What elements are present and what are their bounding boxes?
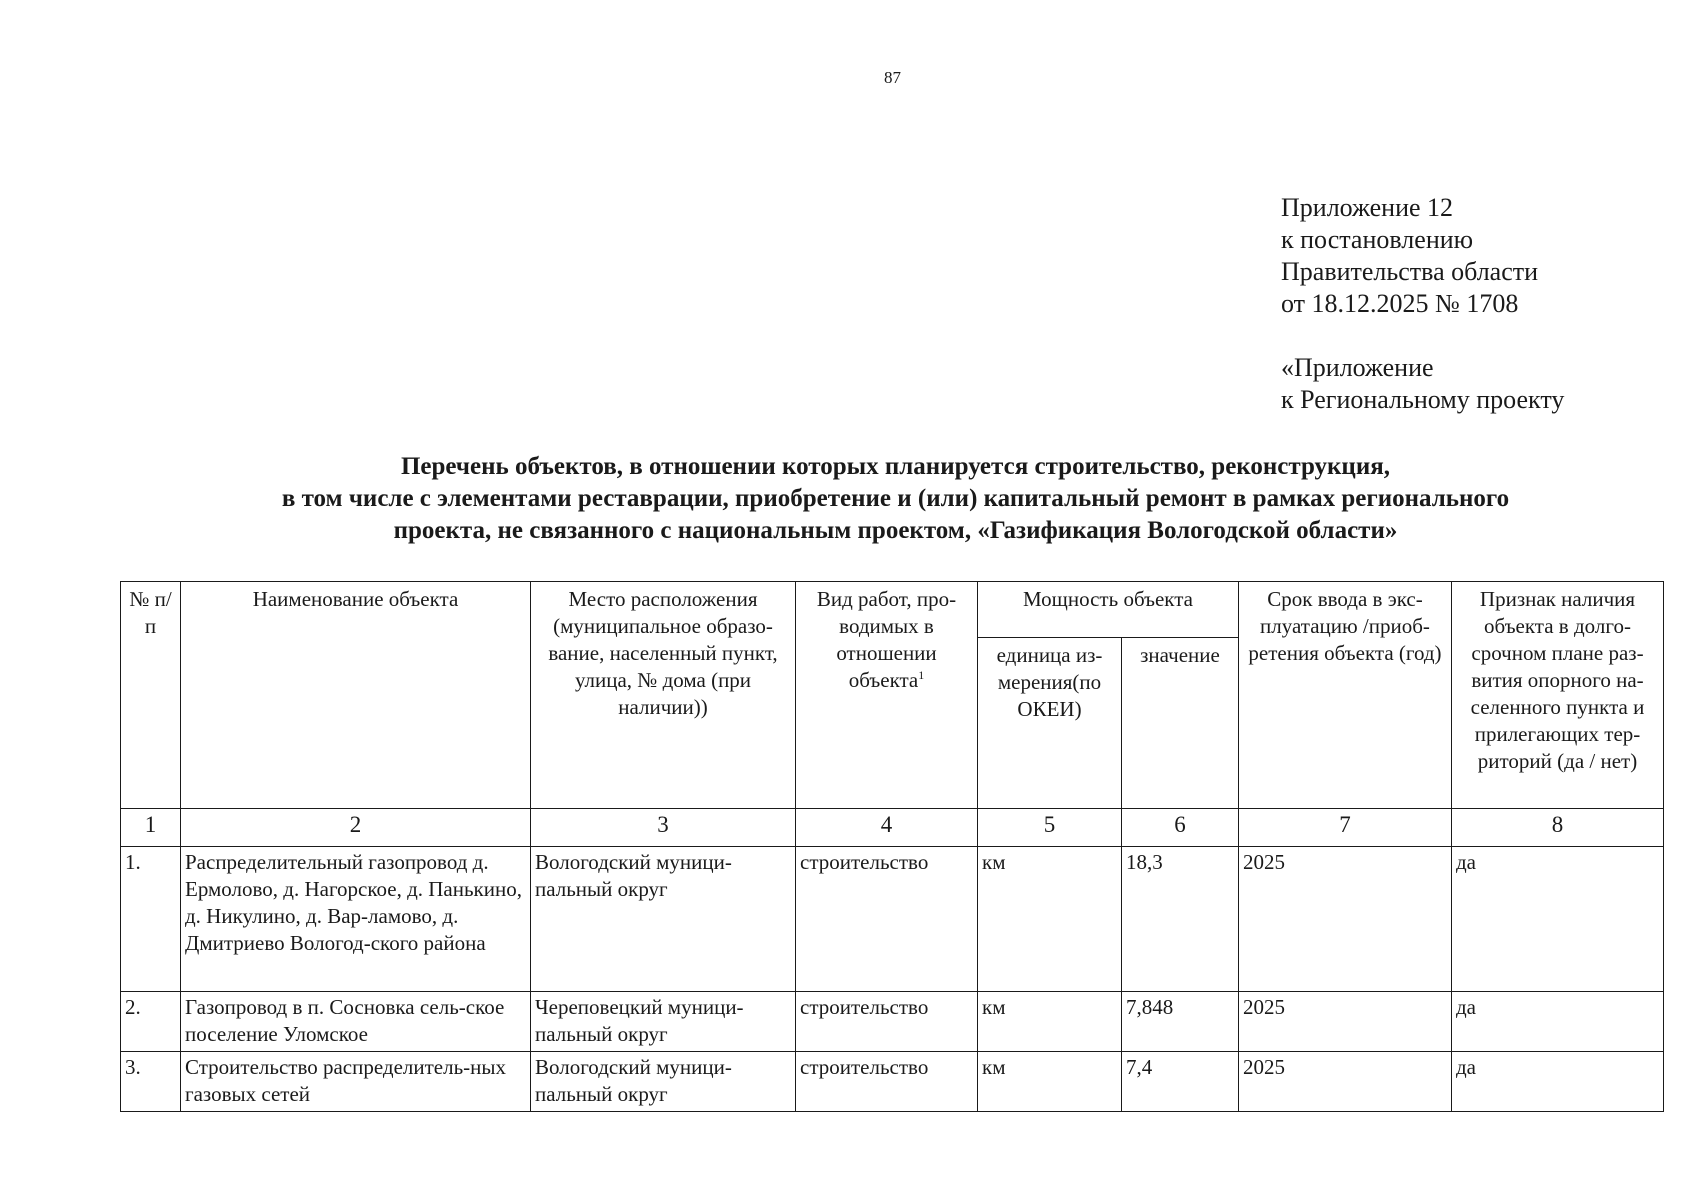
cell-unit: км	[978, 992, 1122, 1052]
appendix-line: к постановлению	[1281, 225, 1474, 254]
cell-unit: км	[978, 847, 1122, 992]
header-name: Наименование объекта	[181, 582, 531, 809]
cell-unit: км	[978, 1052, 1122, 1112]
header-deadline: Срок ввода в экс-плуатацию /приоб-ретения объекта (год)	[1239, 582, 1452, 809]
column-number: 1	[121, 809, 181, 847]
column-number: 2	[181, 809, 531, 847]
column-number: 8	[1452, 809, 1664, 847]
appendix-gap	[1281, 320, 1564, 352]
document-title	[120, 451, 1671, 547]
column-number: 5	[978, 809, 1122, 847]
cell-value: 18,3	[1122, 847, 1239, 992]
table-row	[121, 847, 1664, 992]
header-unit: единица из-мерения(по ОКЕИ)	[978, 638, 1122, 809]
footnote-marker: 1	[918, 668, 925, 682]
header-value: значение	[1122, 638, 1239, 809]
column-number-row	[121, 809, 1664, 847]
appendix-block	[1281, 192, 1564, 416]
cell-location: Череповецкий муници-пальный округ	[531, 992, 796, 1052]
header-flag: Признак наличия объекта в долго-срочном плане раз-вития опорного на-селенного пункта и прилегающих тер-риторий (да / нет)	[1452, 582, 1664, 809]
title-line: Перечень объектов, в отношении которых планируется строительство, реконструкция,	[400, 453, 1391, 480]
header-work-type-text: Вид работ, про-водимых в отношении объекта	[816, 587, 957, 692]
cell-year: 2025	[1239, 847, 1452, 992]
cell-num: 2.	[121, 992, 181, 1052]
cell-year: 2025	[1239, 992, 1452, 1052]
objects-table	[120, 581, 1664, 1112]
header-num: № п/п	[121, 582, 181, 809]
cell-flag: да	[1452, 992, 1664, 1052]
table-row	[121, 992, 1664, 1052]
cell-location: Вологодский муници-пальный округ	[531, 1052, 796, 1112]
cell-num: 3.	[121, 1052, 181, 1112]
appendix-line: Приложение 12	[1281, 193, 1454, 222]
header-capacity: Мощность объекта	[978, 582, 1239, 638]
column-number: 7	[1239, 809, 1452, 847]
cell-year: 2025	[1239, 1052, 1452, 1112]
header-work-type	[796, 582, 978, 809]
header-location: Место расположения (муниципальное образо-вание, населенный пункт, улица, № дома (при наличии))	[531, 582, 796, 809]
cell-name: Строительство распределитель-ных газовых сетей	[181, 1052, 531, 1112]
appendix-line: от 18.12.2025 № 1708	[1281, 289, 1519, 318]
cell-flag: да	[1452, 847, 1664, 992]
title-line: в том числе с элементами реставрации, приобретение и (или) капитальный ремонт в рамках регионального	[281, 485, 1510, 512]
column-number: 3	[531, 809, 796, 847]
cell-work-type: строительство	[796, 992, 978, 1052]
cell-num: 1.	[121, 847, 181, 992]
appendix-line: Правительства области	[1281, 257, 1539, 286]
cell-value: 7,4	[1122, 1052, 1239, 1112]
column-number: 4	[796, 809, 978, 847]
column-number: 6	[1122, 809, 1239, 847]
appendix-line: «Приложение	[1281, 353, 1434, 382]
cell-location: Вологодский муници-пальный округ	[531, 847, 796, 992]
appendix-line: к Региональному проекту	[1281, 385, 1565, 414]
cell-work-type: строительство	[796, 1052, 978, 1112]
cell-value: 7,848	[1122, 992, 1239, 1052]
cell-name: Газопровод в п. Сосновка сель-ское поселение Уломское	[181, 992, 531, 1052]
cell-flag: да	[1452, 1052, 1664, 1112]
page-number: 87	[884, 68, 901, 87]
table-row	[121, 1052, 1664, 1112]
cell-name: Распределительный газопровод д. Ермолово, д. Нагорское, д. Панькино, д. Никулино, д. Вар-ламово, д. Дмитриево Вологод-ского района	[181, 847, 531, 992]
cell-work-type: строительство	[796, 847, 978, 992]
title-line: проекта, не связанного с национальным проектом, «Газификация Вологодской области»	[393, 517, 1398, 544]
